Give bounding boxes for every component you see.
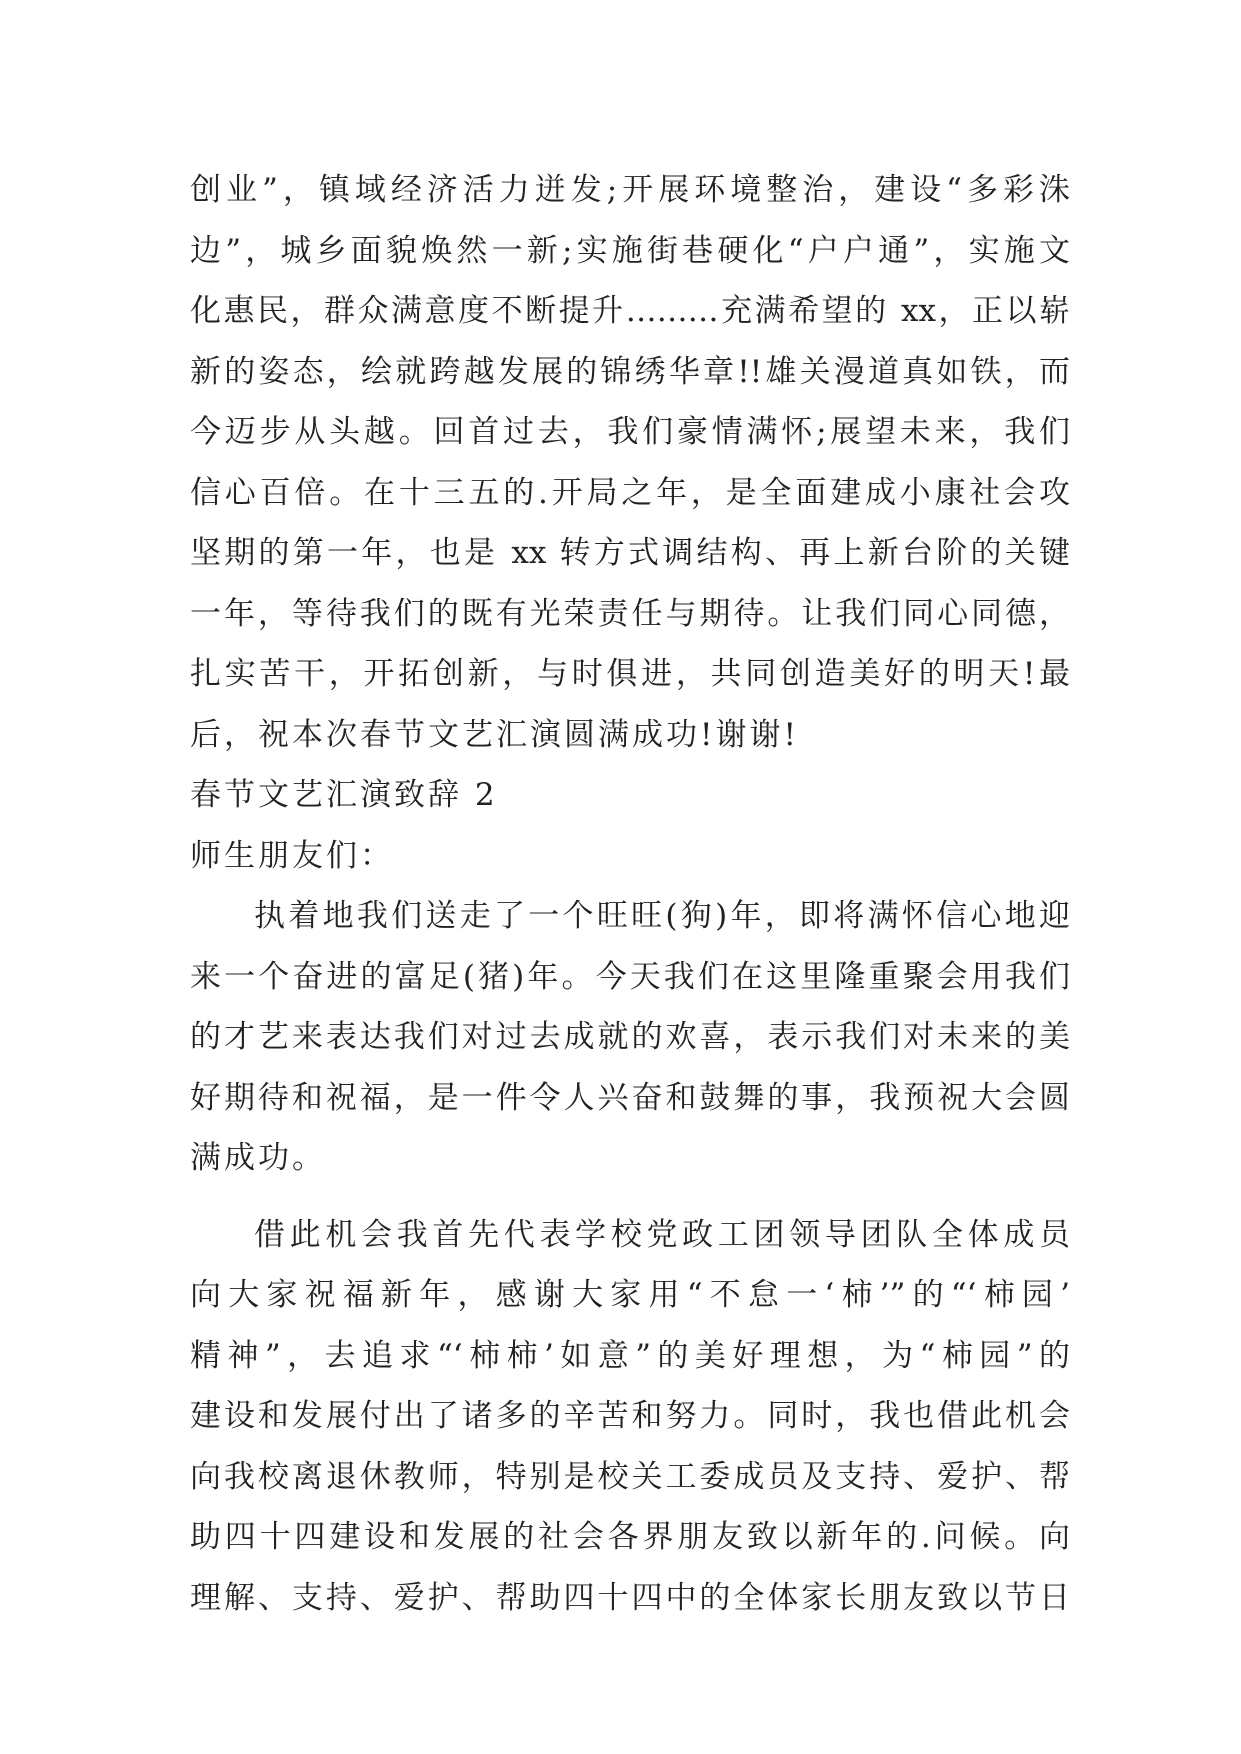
section-title: 春节文艺汇演致辞 2	[190, 777, 498, 813]
paragraph-line: 好期待和祝福，是一件令人兴奋和鼓舞的事，我预祝大会圆	[190, 1079, 1070, 1116]
paragraph-line: 满成功。	[190, 1140, 326, 1176]
paragraph-line: 向我校离退休教师，特别是校关工委成员及支持、爱护、帮	[190, 1458, 1070, 1495]
paragraph-line: 坚期的第一年，也是 xx 转方式调结构、再上新台阶的关键	[190, 535, 1070, 571]
paragraph-line: 扎实苦干，开拓创新，与时俱进，共同创造美好的明天!最	[190, 656, 1070, 692]
paragraph-line: 的才艺来表达我们对过去成就的欢喜，表示我们对未来的美	[190, 1019, 1070, 1055]
paragraph-line: 后，祝本次春节文艺汇演圆满成功!谢谢!	[190, 716, 799, 753]
paragraph-line: 精神”，去追求“‘柿柿’如意”的美好理想，为“柿园”的	[190, 1337, 1070, 1374]
paragraph-line: 化惠民，群众满意度不断提升………充满希望的 xx，正以崭	[190, 293, 1070, 329]
paragraph-2	[190, 886, 1070, 1189]
paragraph-line: 建设和发展付出了诸多的辛苦和努力。同时，我也借此机会	[190, 1398, 1070, 1434]
document-body	[190, 160, 1070, 1628]
paragraph-line: 今迈步从头越。回首过去，我们豪情满怀;展望未来，我们	[190, 414, 1070, 450]
paragraph-line: 理解、支持、爱护、帮助四十四中的全体家长朋友致以节日	[190, 1579, 1070, 1616]
paragraph-line: 边”，城乡面貌焕然一新;实施街巷硬化“户户通”，实施文	[190, 232, 1070, 269]
paragraph-line: 新的姿态，绘就跨越发展的锦绣华章!!雄关漫道真如铁，而	[190, 353, 1070, 390]
paragraph-line: 向大家祝福新年，感谢大家用“不怠一‘柿’”的“‘柿园’	[190, 1277, 1070, 1313]
paragraph-line: 助四十四建设和发展的社会各界朋友致以新年的.问候。向	[190, 1519, 1070, 1555]
paragraph-line: 信心百倍。在十三五的.开局之年，是全面建成小康社会攻	[190, 474, 1070, 511]
paragraph-line: 来一个奋进的富足(猪)年。今天我们在这里隆重聚会用我们	[190, 958, 1070, 995]
salutation: 师生朋友们：	[190, 837, 394, 874]
paragraph-spacer	[190, 1189, 1070, 1205]
paragraph-line: 创业”，镇域经济活力迸发;开展环境整治，建设“多彩洙	[190, 172, 1070, 208]
paragraph-line: 借此机会我首先代表学校党政工团领导团队全体成员	[254, 1216, 1070, 1253]
paragraph-line: 一年，等待我们的既有光荣责任与期待。让我们同心同德，	[190, 595, 1070, 632]
paragraph-1	[190, 160, 1070, 765]
paragraph-3	[190, 1205, 1070, 1629]
paragraph-line: 执着地我们送走了一个旺旺(狗)年，即将满怀信心地迎	[254, 898, 1070, 934]
